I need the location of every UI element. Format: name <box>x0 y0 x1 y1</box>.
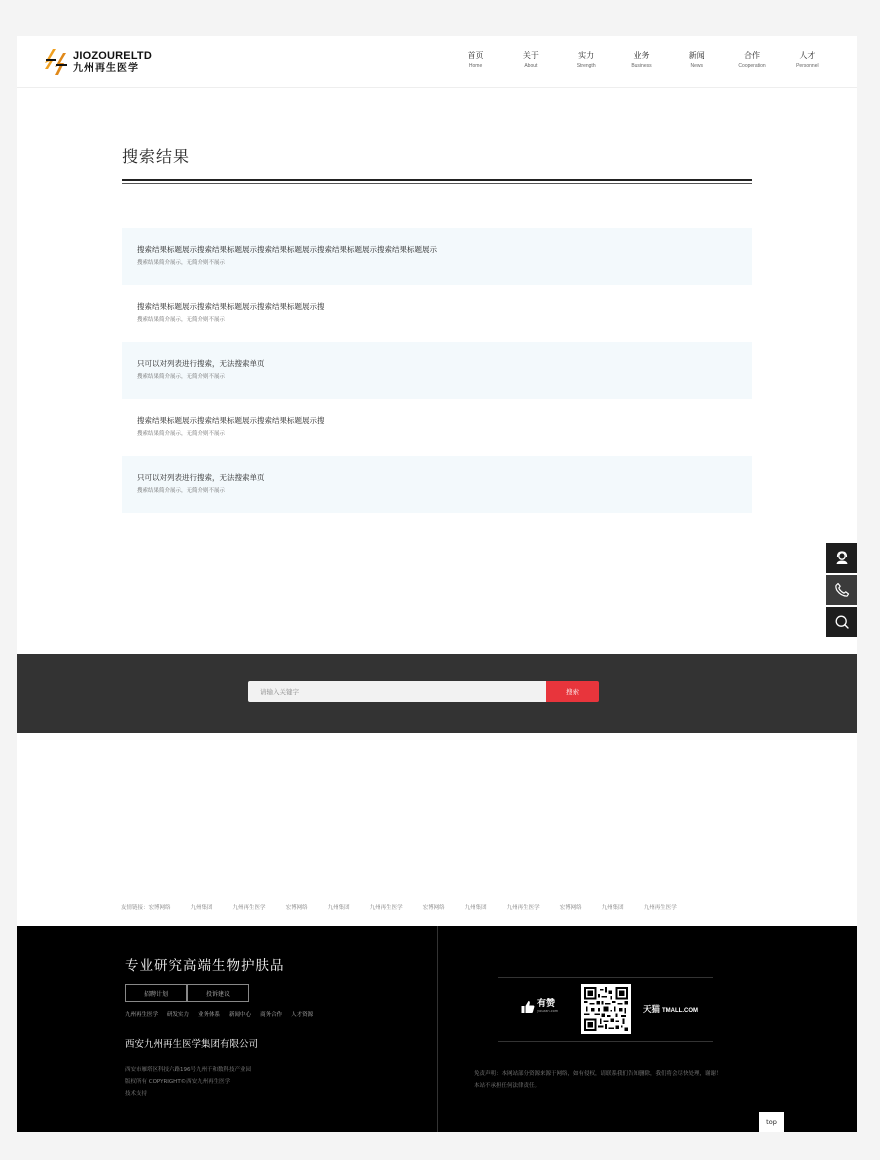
search-band <box>17 654 857 733</box>
friend-links <box>121 903 677 911</box>
qr-code-icon <box>584 987 628 1031</box>
logo-en: JIOZOURELTD <box>73 49 152 62</box>
footer-buttons <box>125 984 249 1002</box>
friend-link[interactable]: 九州再生医学 <box>643 905 677 911</box>
youzan-domain: youzan.com <box>537 1009 559 1014</box>
result-desc: 搜索结果简介展示，无简介则不展示 <box>137 260 226 266</box>
phone-button[interactable] <box>826 575 857 605</box>
search-icon <box>834 614 850 630</box>
result-title[interactable]: 搜索结果标题展示搜索结果标题展示搜索结果标题展示搜 <box>137 416 325 425</box>
footer-nav-item[interactable]: 九州再生医学 <box>125 1012 159 1018</box>
friend-link[interactable]: 宏博网络 <box>285 905 308 911</box>
footer-nav-item[interactable]: 研发实力 <box>167 1012 190 1018</box>
nav-item-strength[interactable] <box>559 50 614 69</box>
recruitment-button[interactable]: 招聘计划 <box>125 984 187 1002</box>
back-to-top-button[interactable]: top <box>759 1112 784 1132</box>
thumbs-up-icon <box>521 1000 535 1014</box>
friend-link[interactable]: 宏博网络 <box>422 905 445 911</box>
disclaimer-line: 本站不承担任何法律责任。 <box>474 1083 541 1089</box>
nav-item-news[interactable] <box>669 50 724 69</box>
result-title[interactable]: 只可以对列表进行搜索，无法搜索单页 <box>137 473 265 482</box>
title-divider <box>122 179 752 181</box>
tmall-domain: TMALL.COM <box>662 1008 699 1014</box>
nav-label-en: Cooperation <box>738 63 766 69</box>
nav-label-cn: 首页 <box>467 51 484 60</box>
friend-link[interactable]: 九州集团 <box>601 905 624 911</box>
nav-label-en: Strength <box>576 63 596 69</box>
nav-label-en: Home <box>468 63 483 69</box>
nav-label-en: News <box>690 63 704 69</box>
main-nav <box>448 50 835 69</box>
search-button[interactable]: 搜索 <box>546 681 599 702</box>
result-item[interactable] <box>122 285 752 342</box>
result-desc: 搜索结果简介展示，无简介则不展示 <box>137 317 226 323</box>
logo[interactable] <box>43 46 152 78</box>
side-toolbar <box>826 543 857 639</box>
nav-item-business[interactable] <box>614 50 669 69</box>
footer-heading: 专业研究高端生物护肤品 <box>125 958 285 974</box>
tech-support[interactable]: 技术支持 <box>125 1091 148 1097</box>
search-input[interactable] <box>248 681 546 702</box>
result-item[interactable] <box>122 342 752 399</box>
nav-label-cn: 业务 <box>633 51 650 60</box>
result-title[interactable]: 只可以对列表进行搜索，无法搜索单页 <box>137 359 265 368</box>
logo-cn: 九州再生医学 <box>73 62 139 74</box>
nav-item-home[interactable] <box>448 50 503 69</box>
nav-label-en: Business <box>631 63 652 69</box>
nav-item-personnel[interactable] <box>780 50 835 69</box>
footer-nav-item[interactable]: 新闻中心 <box>229 1012 252 1018</box>
result-item[interactable] <box>122 399 752 456</box>
result-title[interactable]: 搜索结果标题展示搜索结果标题展示搜索结果标题展示搜索结果标题展示搜索结果标题展示 <box>137 245 437 254</box>
result-item[interactable] <box>122 456 752 513</box>
friend-link[interactable]: 九州再生医学 <box>232 905 266 911</box>
youzan-name: 有赞 <box>537 999 556 1010</box>
qr-code <box>581 984 631 1034</box>
partners-divider-top <box>498 977 713 978</box>
nav-item-cooperation[interactable] <box>724 50 779 69</box>
friend-links-label: 友情链接： <box>121 905 149 911</box>
nav-label-cn: 新闻 <box>688 51 705 60</box>
footer-nav-item[interactable]: 业务体系 <box>198 1012 221 1018</box>
footer-divider <box>437 926 438 1132</box>
page-title: 搜索结果 <box>122 147 191 166</box>
company-name: 西安九州再生医学集团有限公司 <box>125 1039 259 1050</box>
result-desc: 搜索结果简介展示，无简介则不展示 <box>137 431 226 437</box>
page <box>17 36 857 1132</box>
friend-link[interactable]: 宏博网络 <box>148 905 171 911</box>
friend-link[interactable]: 九州集团 <box>327 905 350 911</box>
bolt-logo-icon <box>43 47 69 77</box>
customer-service-button[interactable] <box>826 543 857 573</box>
nav-label-cn: 实力 <box>578 51 595 60</box>
footer-nav-item[interactable]: 人才资源 <box>291 1012 314 1018</box>
friend-link[interactable]: 九州再生医学 <box>369 905 403 911</box>
tmall-name: 天猫 <box>643 1005 661 1015</box>
partners-divider-bottom <box>498 1041 713 1042</box>
company-info <box>125 1064 251 1100</box>
result-desc: 搜索结果简介展示，无简介则不展示 <box>137 374 226 380</box>
footer-nav-item[interactable]: 商务合作 <box>260 1012 283 1018</box>
youzan-logo[interactable] <box>521 1000 558 1014</box>
customer-service-icon <box>834 550 850 566</box>
tmall-logo[interactable] <box>643 1003 698 1015</box>
result-item[interactable] <box>122 228 752 285</box>
title-divider-thin <box>122 183 752 184</box>
result-title[interactable]: 搜索结果标题展示搜索结果标题展示搜索结果标题展示搜 <box>137 302 325 311</box>
nav-label-cn: 关于 <box>522 51 539 60</box>
friend-link[interactable]: 宏博网络 <box>559 905 582 911</box>
nav-label-en: About <box>524 63 538 69</box>
disclaimer-line: 免责声明：本网站部分资源来源于网络，如有侵权，请联系我们告知删除，我们将会尽快处理，谢谢！ <box>474 1071 722 1077</box>
friend-link[interactable]: 九州集团 <box>464 905 487 911</box>
copyright: 版权所有 COPYRIGHT©西安九州再生医学 <box>125 1079 231 1085</box>
nav-label-cn: 合作 <box>744 51 761 60</box>
side-search-button[interactable] <box>826 607 857 637</box>
nav-label-en: Personnel <box>796 63 819 69</box>
phone-icon <box>834 582 850 598</box>
disclaimer <box>474 1068 764 1092</box>
nav-item-about[interactable] <box>503 50 558 69</box>
complaint-button[interactable]: 投诉建议 <box>187 984 249 1002</box>
footer-nav <box>125 1010 322 1018</box>
friend-link[interactable]: 九州再生医学 <box>506 905 540 911</box>
result-desc: 搜索结果简介展示，无简介则不展示 <box>137 488 226 494</box>
site-footer <box>17 926 857 1132</box>
friend-link[interactable]: 九州集团 <box>190 905 213 911</box>
results-list <box>122 228 752 513</box>
site-header <box>17 36 857 88</box>
company-address: 西安市雁塔区科技六路196号九州千和数科技产业园 <box>125 1067 251 1073</box>
nav-label-cn: 人才 <box>799 51 816 60</box>
